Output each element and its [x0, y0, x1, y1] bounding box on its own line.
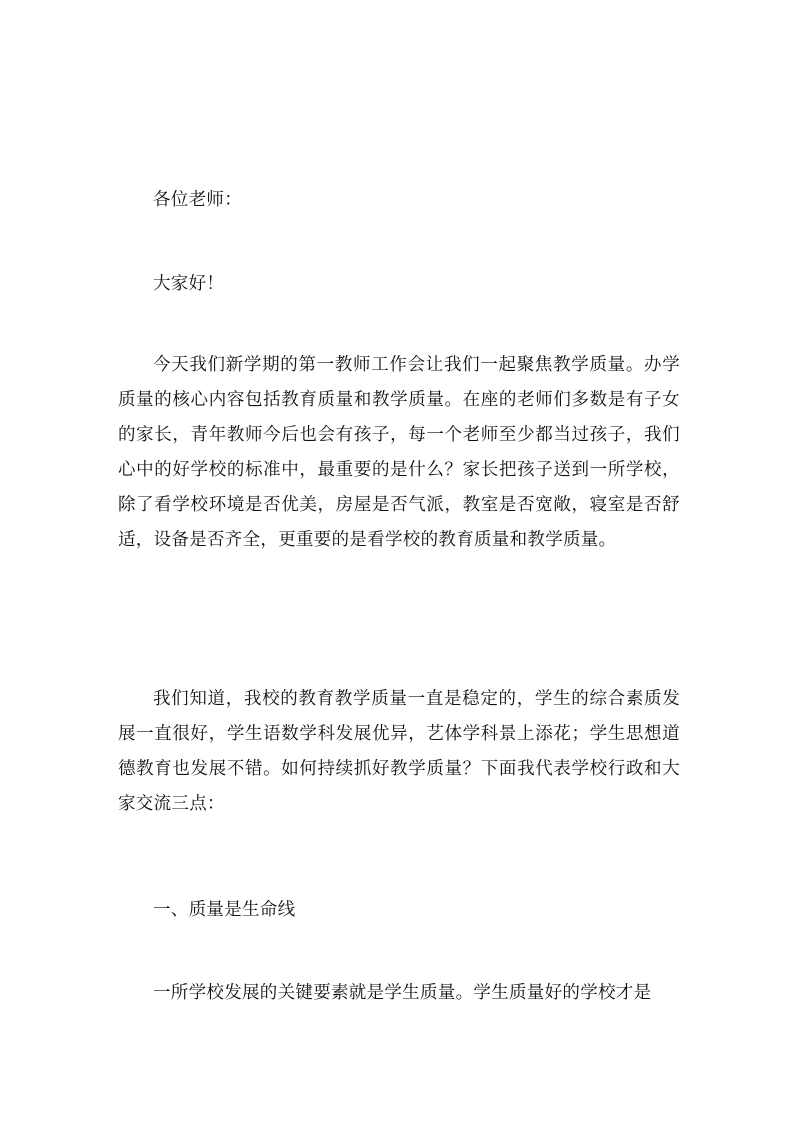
body-paragraph-key-factor: 一所学校发展的关键要素就是学生质量。学生质量好的学校才是 [153, 983, 652, 1003]
body-paragraph-quality-status: 我们知道，我校的教育教学质量一直是稳定的，学生的综合素质发展一直很好，学生语数学科发展优异，艺体学科景上添花；学生思想道德教育也发展不错。如何持续抓好教学质量？下面我代表学校行政和大家交流三点： [118, 689, 680, 814]
greeting-paragraph: 大家好！ [153, 274, 225, 294]
body-paragraph-intro: 今天我们新学期的第一教师工作会让我们一起聚焦教学质量。办学质量的核心内容包括教育质量和教学质量。在座的老师们多数是有子女的家长，青年教师今后也会有孩子，每一个老师至少都当过孩子，我们心中的好学校的标准中，最重要的是什么？家长把孩子送到一所学校，除了看学校环境是否优美，房屋是否气派，教室是否宽敞，寝室是否舒适，设备是否齐全，更重要的是看学校的教育质量和教学质量。 [118, 355, 680, 550]
salutation-paragraph: 各位老师： [153, 190, 242, 210]
section-heading-lifeline: 一、质量是生命线 [153, 900, 296, 920]
